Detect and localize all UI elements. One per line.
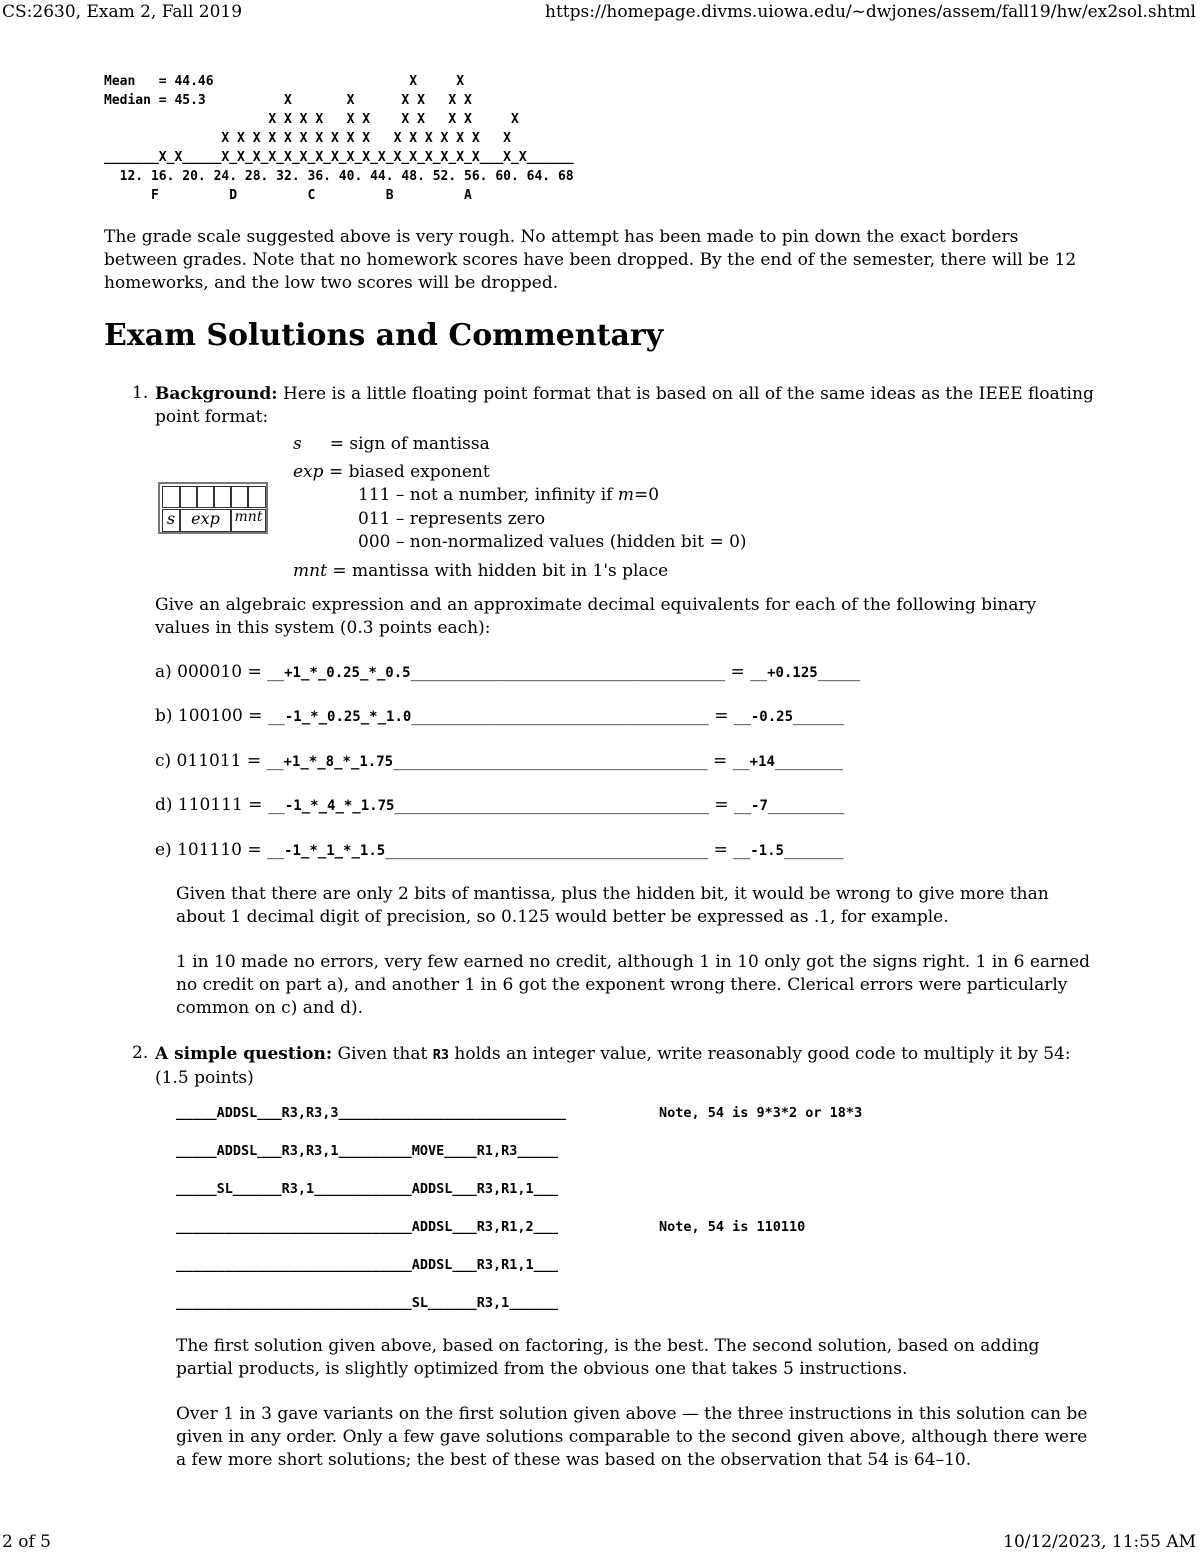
- code-note: Note, 54 is 9*3*2 or 18*3: [659, 1105, 863, 1121]
- format-label-mnt: mnt: [234, 509, 263, 525]
- histogram-line: Median = 45.3 X X X X X X: [104, 93, 472, 108]
- q1-text: Here is a little floating point format that is based on all of the same ideas as the IEEE floating point format:: [155, 384, 1094, 427]
- q1-comment-stats: 1 in 10 made no errors, very few earned no credit, although 1 in 10 only got the signs right. 1 in 6 earned no credit on part a), and another 1 in 6 got the exponent wrong there. Clerical errors were particularly common on c) and d).: [176, 952, 1091, 1018]
- section-title: Exam Solutions and Commentary: [104, 318, 664, 353]
- q1-answer-c: c) 011011 = __+1_*_8_*_1.75_____________________________________ = __+14________: [155, 751, 843, 771]
- code-row: _____SL______R3,1____________ADDSL___R3,R1,1___: [176, 1181, 559, 1197]
- code-row: _____ADDSL___R3,R3,1_________MOVE____R1,R3_____: [176, 1143, 559, 1159]
- format-label-s: s: [166, 509, 176, 528]
- q1-statement: [155, 383, 1095, 429]
- q2-lead: A simple question:: [155, 1044, 333, 1064]
- float-format-diagram: [158, 482, 268, 534]
- q2-comment-best: The first solution given above, based on factoring, is the best. The second solution, based on adding partial products, is slightly optimized from the obvious one that takes 5 instructions.: [176, 1336, 1040, 1379]
- q1-answer-a: a) 000010 = __+1_*_0.25_*_0.5_____________________________________ = __+0.125_____: [155, 662, 861, 682]
- code-row: _____ADDSL___R3,R3,3____________________________: [176, 1105, 567, 1121]
- def-exp: exp = biased exponent: [293, 462, 490, 482]
- q1-answer-b: b) 100100 = __-1_*_0.25_*_1.0___________________________________ = __-0.25______: [155, 706, 845, 726]
- q1-answer-e: e) 101110 = __-1_*_1_*_1.5______________________________________ = __-1.5_______: [155, 840, 844, 860]
- q2-number: 2.: [132, 1043, 149, 1063]
- def-exp-111: 111 – not a number, infinity if m=0: [358, 485, 660, 505]
- histogram-line: X X X X X X X X X X X: [104, 112, 519, 127]
- def-exp-011: 011 – represents zero: [358, 509, 546, 529]
- page-footer-timestamp: 10/12/2023, 11:55 AM: [1003, 1532, 1196, 1552]
- format-label-exp: exp: [191, 509, 220, 528]
- q1-answer-d: d) 110111 = __-1_*_4_*_1.75_____________________________________ = __-7_________: [155, 795, 845, 815]
- q2-statement: A simple question: Given that R3 holds an integer value, write reasonably good code to multiply it by 54: (1.5 points): [155, 1044, 1071, 1088]
- q1-comment-precision: Given that there are only 2 bits of mantissa, plus the hidden bit, it would be wrong to give more than about 1 decimal digit of precision, so 0.125 would better be expressed as .1, for example.: [176, 884, 1049, 927]
- q1-number: 1.: [132, 383, 149, 403]
- page-footer-number: 2 of 5: [2, 1532, 51, 1552]
- page-header-url: https://homepage.divms.uiowa.edu/~dwjones/assem/fall19/hw/ex2sol.shtml: [545, 2, 1196, 22]
- histogram-grades: F D C B A: [104, 188, 472, 203]
- code-row: _____________________________ADDSL___R3,R1,2___: [176, 1219, 559, 1235]
- histogram-axis: _______X_X_____X_X_X_X_X_X_X_X_X_X_X_X_X_X_X_X_X___X_X______: [104, 150, 574, 165]
- histogram-line: Mean = 44.46 X X: [104, 74, 465, 89]
- intro-paragraph: The grade scale suggested above is very rough. No attempt has been made to pin down the exact borders between grades. Note that no homework scores have been dropped. By the end of the semester, there will be 12 homeworks, and the low two scores will be dropped.: [104, 227, 1077, 293]
- histogram-ticks: 12. 16. 20. 24. 28. 32. 36. 40. 44. 48. 52. 56. 60. 64. 68: [104, 169, 574, 184]
- def-exp-000: 000 – non-normalized values (hidden bit = 0): [358, 532, 747, 552]
- def-mnt: mnt = mantissa with hidden bit in 1's place: [293, 561, 669, 581]
- grade-histogram: [104, 72, 574, 205]
- q2-comment-variants: Over 1 in 3 gave variants on the first solution given above — the three instructions in this solution can be given in any order. Only a few gave solutions comparable to the second given above, although there were a few more short solutions; the best of these was based on the observation that 54 is 64–10.: [176, 1404, 1088, 1470]
- q1-prompt: Give an algebraic expression and an approximate decimal equivalents for each of the following binary values in this system (0.3 points each):: [155, 595, 1037, 638]
- code-row: _____________________________ADDSL___R3,R1,1___: [176, 1257, 559, 1273]
- q1-lead: Background:: [155, 384, 278, 404]
- code-note: Note, 54 is 110110: [659, 1219, 806, 1235]
- histogram-line: X X X X X X X X X X X X X X X X X: [104, 131, 511, 146]
- q2-register: R3: [432, 1047, 449, 1063]
- def-s: s = sign of mantissa: [293, 434, 490, 454]
- code-row: _____________________________SL______R3,1______: [176, 1295, 559, 1311]
- page-header-title: CS:2630, Exam 2, Fall 2019: [2, 2, 243, 22]
